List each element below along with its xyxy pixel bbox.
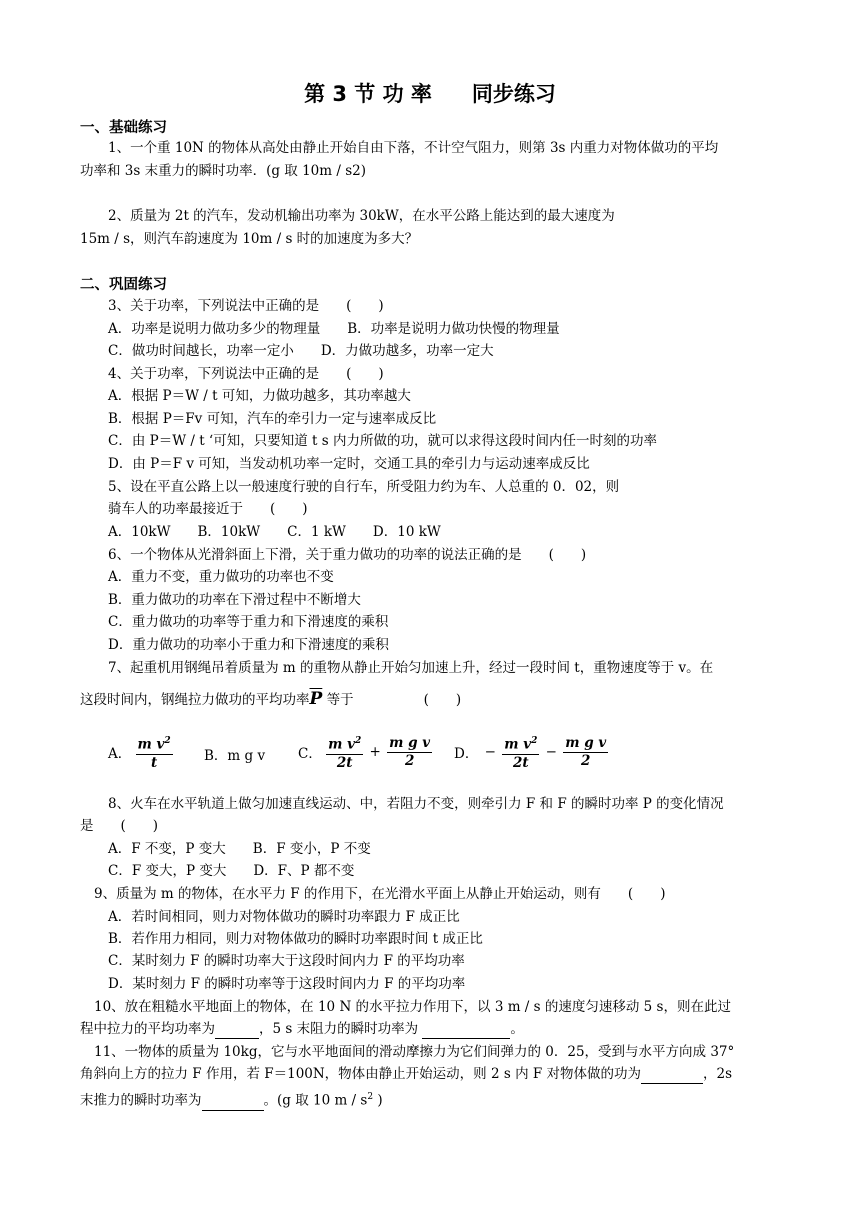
q6-option-c: C．重力做功的功率等于重力和下滑速度的乘积: [108, 614, 389, 630]
q4-option-b: B．根据 P＝Fv 可知，汽车的牵引力一定与速率成反比: [108, 411, 437, 427]
q10-blank-1[interactable]: [215, 1020, 259, 1039]
q6-option-a: A．重力不变，重力做功的功率也不变: [108, 569, 334, 585]
q10-blank-2[interactable]: [422, 1020, 510, 1039]
q9-stem: 9、质量为 m 的物体，在水平力 F 的作用下，在光滑水平面上从静止开始运动，则有 ( ): [94, 886, 666, 902]
q8-line1: 8、火车在水平轨道上做匀加速直线运动、中，若阻力不变，则牵引力 F 和 F 的瞬时功率 P 的变化情况: [108, 796, 724, 812]
q1-line1: 1、一个重 10N 的物体从高处由静止开始自由下落，不计空气阻力，则第 3s 内重力对物体做功的平均: [108, 140, 719, 156]
q7-line1: 7、起重机用钢绳吊着质量为 m 的重物从静止开始匀加速上升，经过一段时间 t，重物速度等于 v。在: [108, 660, 714, 676]
q7-line2: 这段时间内，钢绳拉力做功的平均功率$\overline{P}$ 等于 ( ): [80, 689, 462, 709]
q11-blank-2[interactable]: [202, 1092, 264, 1111]
q5-line2: 骑车人的功率最接近于 ( ): [108, 501, 308, 517]
q3-options-ab: A．功率是说明力做功多少的物理量 B．功率是说明力做功快慢的物理量: [108, 321, 560, 337]
q2-line1: 2、质量为 2t 的汽车，发动机输出功率为 30kW，在水平公路上能达到的最大速度为: [108, 208, 615, 224]
q7-option-d: D． − $\frac{m v^2}{2t}$ − $\frac{\text{m g v}}{2}$: [454, 734, 607, 771]
q5-line1: 5、设在平直公路上以一般速度行驶的自行车，所受阻力约为车、人总重的 0．02，则: [108, 479, 620, 495]
q4-stem: 4、关于功率，下列说法中正确的是 ( ): [108, 366, 384, 382]
q6-option-d: D．重力做功的功率小于重力和下滑速度的乘积: [108, 637, 389, 653]
q9-option-d: D．某时刻力 F 的瞬时功率等于这段时间内力 F 的平均功率: [108, 976, 466, 992]
q7-option-c: C． $\frac{m v^2}{2t}$ + $\frac{\text{m g v}}{2}$: [298, 734, 431, 771]
page-title: 第 3 节 功 率 同步练习: [304, 82, 556, 106]
q6-stem: 6、一个物体从光滑斜面上下滑，关于重力做功的功率的说法正确的是 ( ): [108, 547, 587, 563]
q5-options: A．10kW B．10kW C．1 kW D．10 kW: [108, 524, 441, 540]
q4-option-a: A．根据 P＝W / t 可知，力做功越多，其功率越大: [108, 388, 411, 404]
average-power-symbol: $\overline{P}$: [309, 689, 323, 709]
q4-option-d: D．由 P＝F v 可知，当发动机功率一定时，交通工具的牵引力与运动速率成反比: [108, 456, 590, 472]
q11-blank-1[interactable]: [641, 1065, 703, 1084]
q10-line2: 程中拉力的平均功率为 ，5 s 末阻力的瞬时功率为 。: [80, 1021, 524, 1037]
q8-options-cd: C．F 变大，P 变大 D．F、P 都不变: [108, 863, 355, 879]
q11-line1: 11、一物体的质量为 10kg，它与水平地面间的滑动摩擦力为它们间弹力的 0．25，受到与水平方向成 37°: [94, 1044, 735, 1060]
q7-option-b: B．m g v: [204, 748, 266, 764]
q3-stem: 3、关于功率，下列说法中正确的是 ( ): [108, 298, 384, 314]
q6-option-b: B．重力做功的功率在下滑过程中不断增大: [108, 592, 361, 608]
q11-line3: 末推力的瞬时功率为 。(g 取 10 m / $s^2$ ): [80, 1092, 383, 1109]
q9-option-b: B．若作用力相同，则力对物体做功的瞬时功率跟时间 t 成正比: [108, 931, 483, 947]
q4-option-c: C．由 P＝W / t ‘可知，只要知道 t s 内力所做的功，就可以求得这段时间内任一时刻的功率: [108, 433, 657, 449]
q1-line2: 功率和 3s 末重力的瞬时功率．(g 取 10m / s2): [80, 163, 366, 179]
q9-option-a: A．若时间相同，则力对物体做功的瞬时功率跟力 F 成正比: [108, 909, 460, 925]
q7-option-a: A． $\frac{m v^2}{t}$: [108, 733, 173, 779]
section-consolidate-heading: 二、巩固练习: [80, 277, 167, 293]
q9-option-c: C．某时刻力 F 的瞬时功率大于这段时间内力 F 的平均功率: [108, 953, 465, 969]
q11-line2: 角斜向上方的拉力 F 作用，若 F＝100N，物体由静止开始运动，则 2 s 内 F 对物体做的功为 ，2s: [80, 1066, 733, 1082]
q10-line1: 10、放在粗糙水平地面上的物体，在 10 N 的水平拉力作用下，以 3 m / s 的速度匀速移动 5 s，则在此过: [94, 999, 731, 1015]
section-basic-heading: 一、基础练习: [80, 120, 167, 136]
q8-options-ab: A．F 不变，P 变大 B．F 变小，P 不变: [108, 841, 371, 857]
q7-options: [108, 733, 628, 779]
q3-options-cd: C．做功时间越长，功率一定小 D．力做功越多，功率一定大: [108, 343, 494, 359]
q8-line2: 是 ( ): [80, 818, 159, 834]
q2-line2: 15m / s，则汽车韵速度为 10m / s 时的加速度为多大？: [80, 231, 419, 247]
